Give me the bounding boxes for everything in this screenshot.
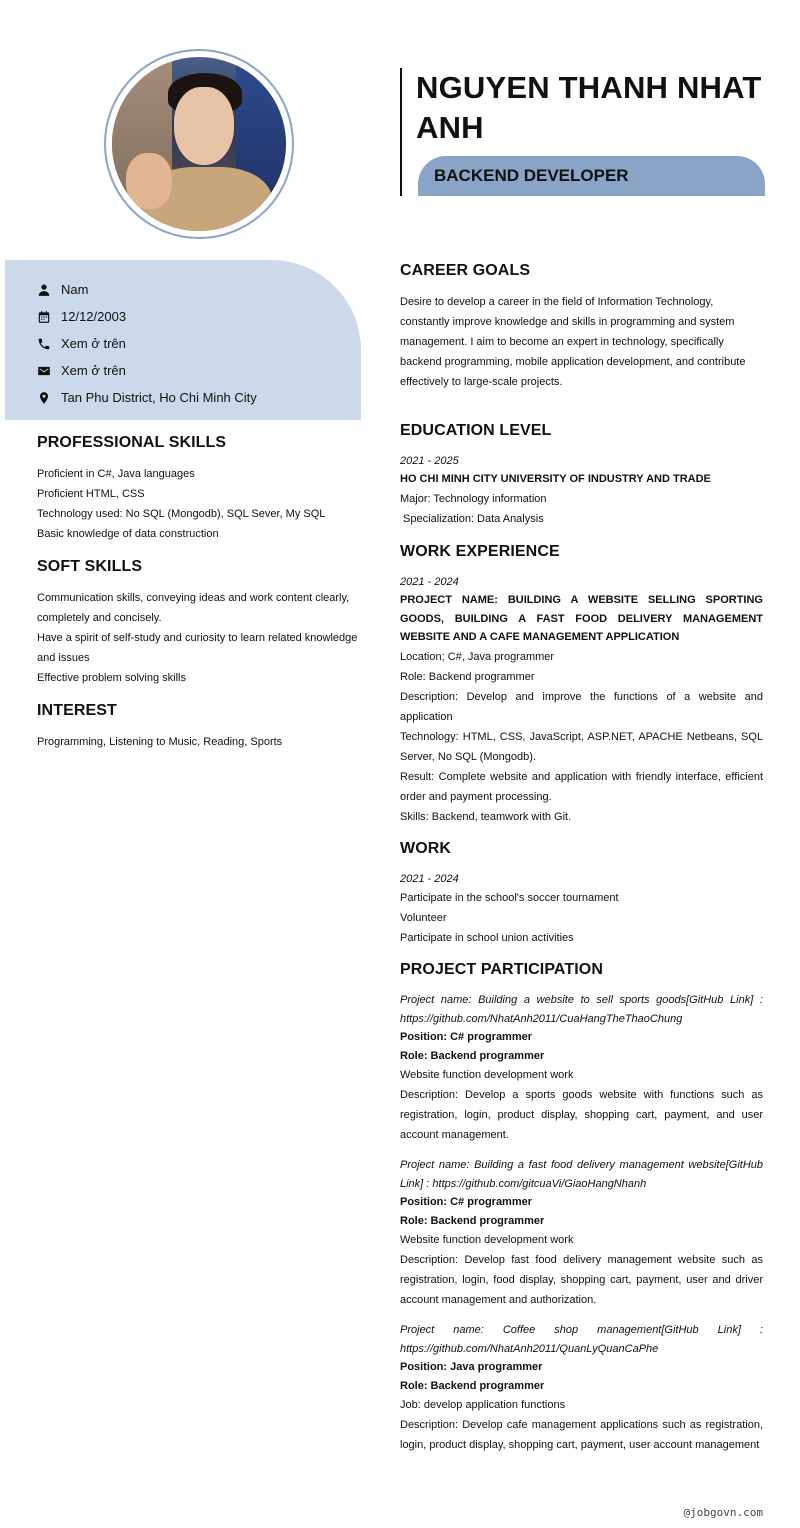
person-icon (37, 283, 51, 297)
project-name: Project name: Coffee shop management[GitHub Link] : https://github.com/NhatAnh2011/QuanLyQuanCaPhe (400, 1324, 763, 1355)
project-description: Description: Develop cafe management applications such as registration, login, product display, shopping cart, payment, user account management (400, 1419, 763, 1451)
job-title-badge (418, 156, 765, 196)
project-entry (400, 1156, 763, 1310)
project-role: Role: Backend programmer (400, 1214, 545, 1227)
section-title: WORK EXPERIENCE (400, 543, 560, 560)
contact-phone (37, 330, 361, 357)
avatar-frame (104, 49, 294, 239)
section-title: EDUCATION LEVEL (400, 422, 552, 439)
list-item: Proficient in C#, Java languages (37, 468, 195, 480)
list-item: Technology used: No SQL (Mongodb), SQL Sever, My SQL (37, 508, 326, 520)
education-date: 2021 - 2025 (400, 455, 459, 467)
contact-address (37, 384, 361, 411)
contact-text: Xem ở trên (61, 336, 126, 351)
work-section (400, 840, 763, 948)
list-item: Technology: HTML, CSS, JavaScript, ASP.NET, APACHE Netbeans, SQL Server, No SQL (Mongodb). (400, 730, 763, 763)
list-item: Location; C#, Java programmer (400, 650, 555, 663)
contact-birthday (37, 303, 361, 330)
education-section (400, 422, 763, 529)
list-item: Have a spirit of self-study and curiosity to learn related knowledge and issues (37, 632, 358, 664)
contact-email (37, 357, 361, 384)
list-item: Skills: Backend, teamwork with Git. (400, 810, 572, 823)
project-description: Description: Develop fast food delivery management website such as registration, login, food display, shopping cart, payment, user and driver account management and authorization. (400, 1254, 763, 1306)
project-role: Role: Backend programmer (400, 1379, 545, 1392)
education-major: Major: Technology information (400, 492, 547, 505)
right-column (400, 0, 763, 1528)
list-item: Basic knowledge of data construction (37, 528, 219, 540)
mail-icon (37, 364, 51, 378)
contact-gender (37, 276, 361, 303)
project-name: Project name: Building a fast food delivery management website[GitHub Link] : https://github.com/gitcuaVi/GiaoHangNhanh (400, 1159, 763, 1190)
project-job: Website function development work (400, 1234, 574, 1246)
footer-watermark: @jobgovn.com (683, 1506, 763, 1519)
contact-text: Xem ở trên (61, 363, 126, 378)
project-position: Position: C# programmer (400, 1031, 533, 1043)
calendar-icon (37, 310, 51, 324)
list-item: Communication skills, conveying ideas and work content clearly, completely and concisely. (37, 592, 350, 624)
section-title: SOFT SKILLS (37, 558, 143, 575)
project-job: Job: develop application functions (400, 1399, 566, 1411)
job-title: BACKEND DEVELOPER (434, 166, 629, 185)
career-goals-text: Desire to develop a career in the field of Information Technology, constantly improve knowledge and skills in programming and system management. I aim to become an expert in technology, specifically backend programming, mobile application development, and contribute effectively to large-scale projects. (400, 296, 746, 388)
list-item: Role: Backend programmer (400, 670, 535, 683)
work-date: 2021 - 2024 (400, 873, 459, 885)
list-item: Description: Develop and improve the functions of a website and application (400, 690, 763, 723)
work-experience-date: 2021 - 2024 (400, 576, 459, 588)
soft-skills-section (37, 558, 362, 688)
project-entry (400, 991, 763, 1145)
interest-section (37, 702, 362, 752)
section-title: WORK (400, 840, 452, 857)
list-item: Volunteer (400, 912, 447, 924)
header-block (400, 68, 763, 196)
list-item: Result: Complete website and application with friendly interface, efficient order and payment processing. (400, 770, 763, 803)
work-experience-section (400, 543, 763, 827)
list-item: Proficient HTML, CSS (37, 488, 145, 500)
left-column (0, 0, 380, 1528)
list-item: Effective problem solving skills (37, 672, 186, 684)
phone-icon (37, 337, 51, 351)
project-role: Role: Backend programmer (400, 1049, 545, 1062)
contact-text: Nam (61, 282, 89, 297)
contact-text: 12/12/2003 (61, 309, 127, 324)
list-item: Participate in school union activities (400, 932, 574, 944)
project-description: Description: Develop a sports goods website with functions such as registration, login, product display, shopping cart, payment, and user account management. (400, 1089, 763, 1141)
contact-text: Tan Phu District, Ho Chi Minh City (61, 390, 257, 405)
interest-text: Programming, Listening to Music, Reading, Sports (37, 736, 283, 748)
project-position: Position: Java programmer (400, 1361, 543, 1373)
career-goals-section (400, 262, 763, 392)
list-item: Participate in the school's soccer tournament (400, 892, 619, 904)
section-title: PROFESSIONAL SKILLS (37, 434, 227, 451)
candidate-name: NGUYEN THANH NHAT ANH (416, 70, 762, 145)
professional-skills-section (37, 434, 362, 544)
project-heading: PROJECT NAME: BUILDING A WEBSITE SELLING SPORTING GOODS, BUILDING A FAST FOOD DELIVERY MANAGEMENT WEBSITE AND A CAFE MANAGEMENT APPLICATION (400, 594, 763, 643)
location-pin-icon (37, 391, 51, 405)
project-name: Project name: Building a website to sell sports goods[GitHub Link] : https://github.com/NhatAnh2011/CuaHangTheThaoChung (400, 994, 763, 1025)
project-entry (400, 1321, 763, 1455)
project-participation-section (400, 961, 763, 1466)
school-name: HO CHI MINH CITY UNIVERSITY OF INDUSTRY AND TRADE (400, 473, 711, 485)
education-specialization: Specialization: Data Analysis (400, 512, 544, 525)
avatar (112, 57, 286, 231)
project-position: Position: C# programmer (400, 1196, 533, 1208)
section-title: PROJECT PARTICIPATION (400, 961, 603, 978)
section-title: INTEREST (37, 702, 117, 719)
section-title: CAREER GOALS (400, 262, 531, 279)
project-job: Website function development work (400, 1069, 574, 1081)
contact-panel (5, 260, 361, 420)
